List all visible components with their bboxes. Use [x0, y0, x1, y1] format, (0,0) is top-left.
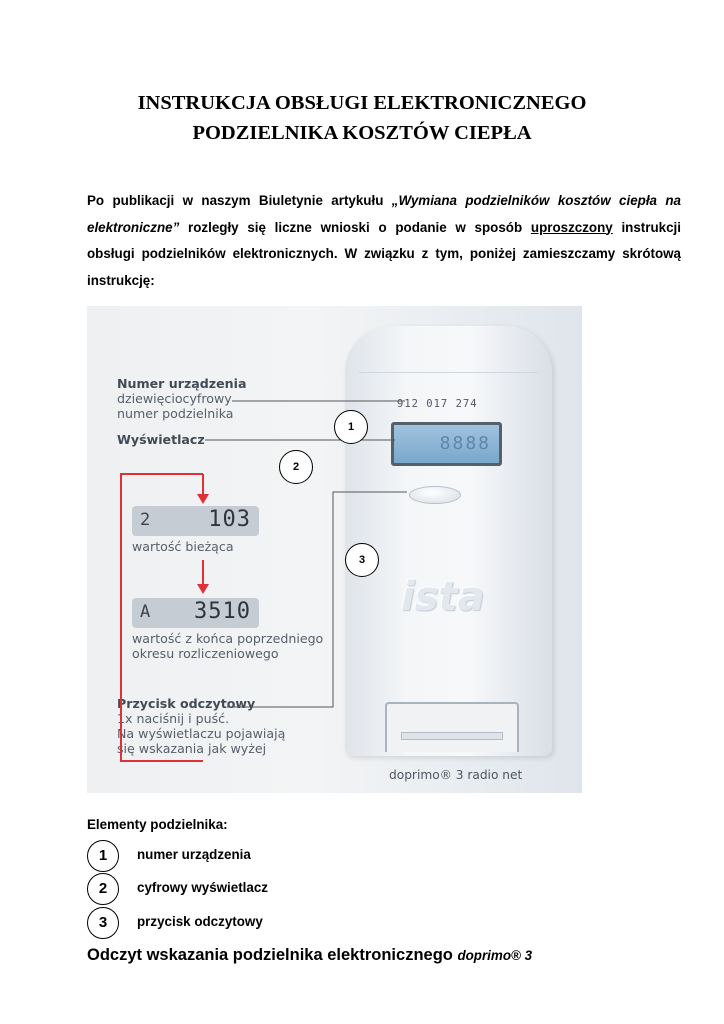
device-photo	[87, 306, 582, 793]
intro-text-2: rozległy się liczne wnioski o podanie w sposób	[179, 219, 531, 235]
device-number: 912 017 274	[397, 398, 478, 410]
intro-paragraph	[87, 188, 681, 294]
brand-logo: ista	[401, 574, 485, 620]
intro-text-3: instrukcji obsługi podzielników elektronicznych. W związku z tym, poniżej zamieszczamy skrótową instrukcję:	[87, 219, 681, 288]
closing-heading	[87, 946, 532, 965]
element-label: przycisk odczytowy	[137, 914, 263, 929]
red-arrow-2-head	[197, 584, 209, 594]
callout-lines	[87, 306, 582, 793]
element-label: numer urządzenia	[137, 847, 251, 862]
lcd-previous-value: 3510	[194, 599, 251, 624]
element-label: cyfrowy wyświetlacz	[137, 880, 268, 895]
label-prev-line-1: wartość z końca poprzedniego	[132, 631, 324, 646]
closing-model: doprimo® 3	[457, 948, 533, 963]
label-display-title: Wyświetlacz	[117, 432, 205, 447]
callout-3: 3	[345, 543, 379, 577]
document-title	[60, 88, 664, 148]
intro-text-1: Po publikacji w naszym Biuletynie artykułu	[87, 193, 392, 208]
label-prev-line-2: okresu rozliczeniowego	[132, 646, 279, 661]
lcd-current-symbol: 2	[140, 510, 151, 530]
label-number-title: Numer urządzenia	[117, 376, 247, 391]
label-button-desc-3: się wskazania jak wyżej	[117, 741, 267, 756]
lcd-previous-symbol: A	[140, 602, 151, 622]
label-number-desc-1: dziewięciocyfrowy	[117, 391, 232, 406]
element-number: 3	[87, 907, 119, 939]
label-button-title: Przycisk odczytowy	[117, 696, 256, 711]
underlined-word: uproszczony	[530, 219, 613, 235]
model-name: doprimo® 3 radio net	[389, 768, 523, 782]
label-button-desc-1: 1x naciśnij i puść.	[117, 711, 230, 726]
label-number-desc-2: numer podzielnika	[117, 406, 234, 421]
device-lcd-digits: 8888	[439, 433, 491, 454]
title-line-1: INSTRUKCJA OBSŁUGI ELEKTRONICZNEGO	[137, 92, 587, 114]
closing-text: Odczyt wskazania podzielnika elektronicznego	[87, 946, 458, 964]
red-arrow-1-head	[197, 494, 209, 504]
callout-2: 2	[279, 450, 313, 484]
label-current-value: wartość bieżąca	[132, 539, 234, 554]
element-number: 2	[87, 873, 119, 905]
title-line-2: PODZIELNIKA KOSZTÓW CIEPŁA	[192, 122, 532, 144]
red-cycle-line	[121, 474, 203, 761]
elements-heading: Elementy podzielnika:	[87, 817, 228, 832]
article-title: „Wymiana podzielników kosztów ciepła na elektroniczne”	[87, 193, 681, 235]
leader-button	[227, 492, 407, 707]
callout-1: 1	[334, 410, 368, 444]
element-number: 1	[87, 840, 119, 872]
lcd-current-value: 103	[208, 507, 251, 532]
label-button-desc-2: Na wyświetlaczu pojawiają	[117, 726, 286, 741]
